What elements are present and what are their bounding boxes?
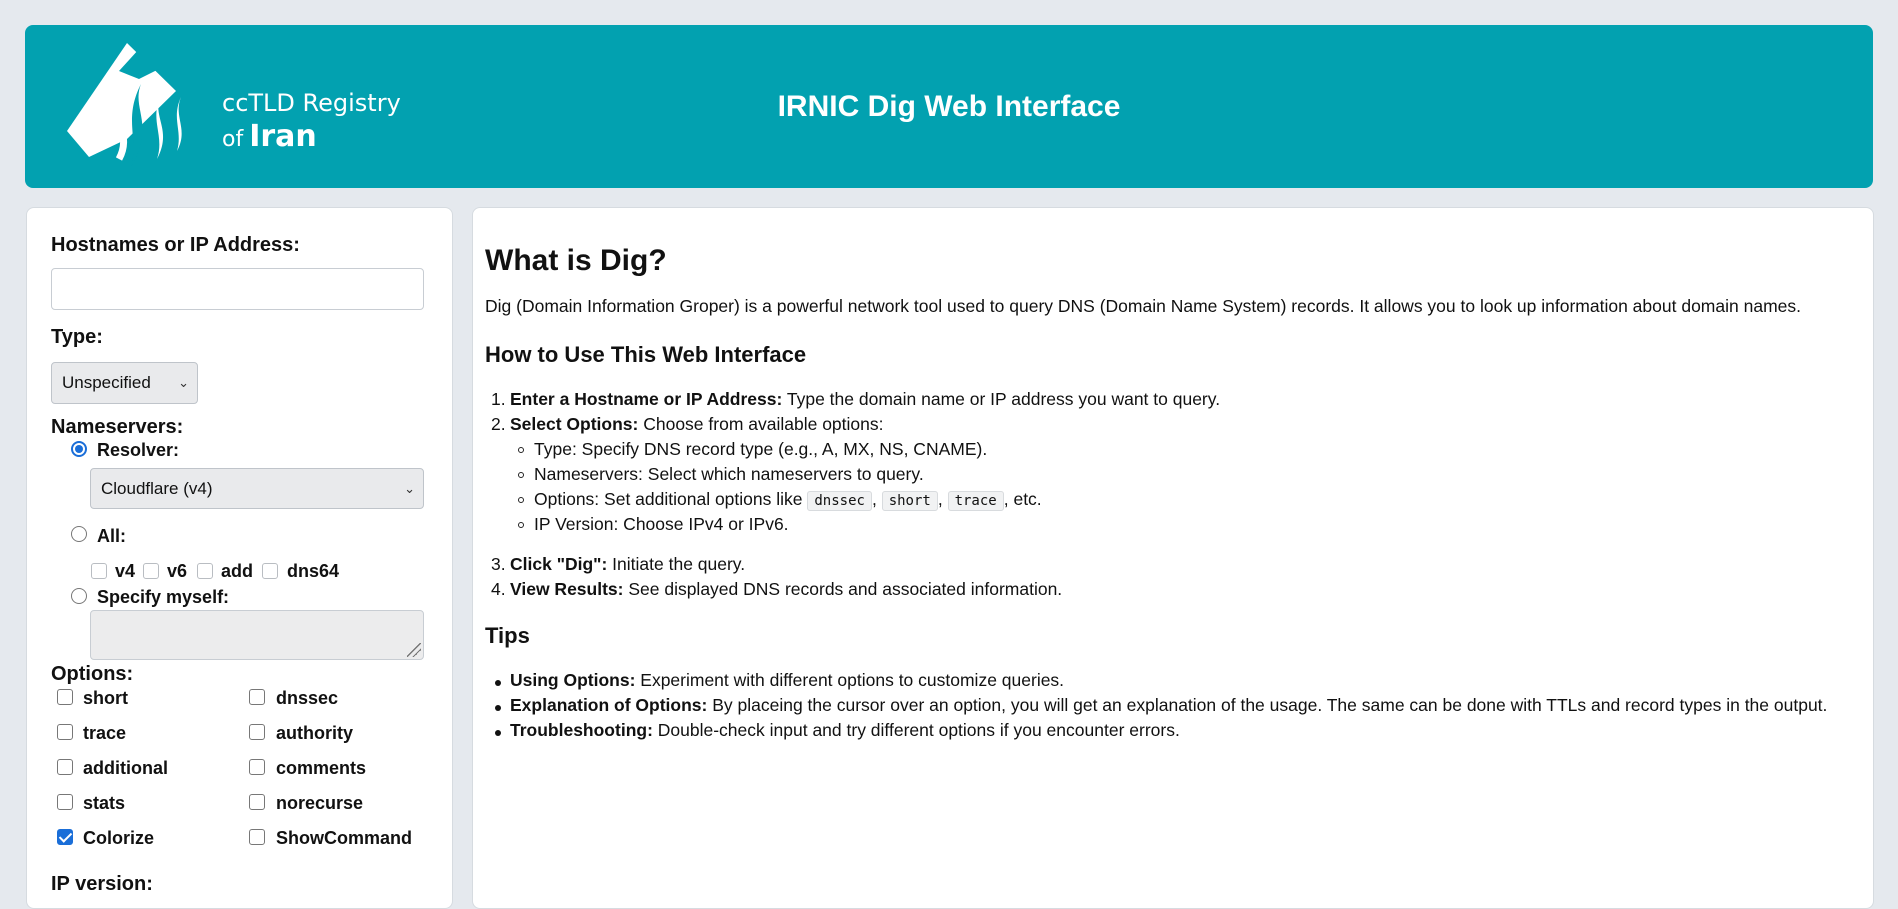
tip-text: Double-check input and try different options if you encounter errors. bbox=[652, 720, 1180, 740]
option-colorize-label: Colorize bbox=[83, 828, 155, 848]
step-title: Click "Dig": bbox=[510, 554, 608, 574]
code-dnssec: dnssec bbox=[807, 491, 872, 511]
option-authority-label: authority bbox=[276, 723, 354, 743]
sub-item-options-text: Options: Set additional options like bbox=[534, 489, 808, 509]
howto-heading: How to Use This Web Interface bbox=[485, 342, 807, 367]
tips-heading: Tips bbox=[485, 623, 530, 648]
option-additional-label: additional bbox=[83, 758, 168, 778]
sub-item-options bbox=[534, 489, 1042, 510]
sub-item-ipversion: IP Version: Choose IPv4 or IPv6. bbox=[534, 514, 789, 534]
all-label: All: bbox=[97, 526, 126, 546]
sub-item-nameservers: Nameservers: Select which nameservers to query. bbox=[534, 464, 924, 484]
bullet-icon bbox=[518, 522, 524, 528]
all-v6-checkbox[interactable] bbox=[143, 563, 159, 579]
option-showcommand-label: ShowCommand bbox=[276, 828, 413, 848]
bullet-icon bbox=[495, 705, 501, 711]
options-label: Options: bbox=[51, 663, 134, 685]
tip-text: By placeing the cursor over an option, you will get an explanation of the usage. The same can be done with TTLs and record types in the output. bbox=[707, 695, 1828, 715]
tip-item bbox=[510, 670, 1064, 691]
resolver-select-value: Cloudflare (v4) bbox=[101, 478, 213, 498]
step-number: 4. bbox=[491, 579, 506, 599]
option-dnssec-checkbox[interactable] bbox=[249, 689, 265, 705]
step-text: Type the domain name or IP address you want to query. bbox=[782, 389, 1221, 409]
intro-paragraph: Dig (Domain Information Groper) is a powerful network tool used to query DNS (Domain Name System) records. It allows you to look up information about domain names. bbox=[485, 296, 1801, 316]
tip-item bbox=[510, 695, 1827, 716]
option-stats-label: stats bbox=[83, 793, 126, 813]
tip-title: Troubleshooting: bbox=[510, 720, 653, 740]
hostname-label: Hostnames or IP Address: bbox=[51, 234, 300, 256]
step-item bbox=[510, 579, 1062, 600]
option-showcommand-checkbox[interactable] bbox=[249, 829, 265, 845]
bullet-icon bbox=[495, 680, 501, 686]
specify-label: Specify myself: bbox=[97, 587, 230, 607]
all-add-label: add bbox=[221, 561, 254, 581]
option-comments-checkbox[interactable] bbox=[249, 759, 265, 775]
all-v4-checkbox[interactable] bbox=[91, 563, 107, 579]
chevron-down-icon: ⌄ bbox=[178, 375, 189, 390]
type-select-value: Unspecified bbox=[62, 373, 151, 392]
sub-item-type: Type: Specify DNS record type (e.g., A, MX, NS, CNAME). bbox=[534, 439, 988, 459]
option-norecurse-checkbox[interactable] bbox=[249, 794, 265, 810]
resolver-select[interactable] bbox=[90, 468, 424, 509]
specify-nameservers-textarea[interactable] bbox=[90, 610, 424, 660]
dig-form-panel bbox=[26, 207, 453, 909]
option-colorize-checkbox[interactable] bbox=[57, 829, 73, 845]
step-text: Initiate the query. bbox=[607, 554, 746, 574]
option-norecurse-label: norecurse bbox=[276, 793, 364, 813]
step-item bbox=[510, 554, 745, 575]
step-title: Enter a Hostname or IP Address: bbox=[510, 389, 783, 409]
step-number: 2. bbox=[491, 414, 506, 434]
option-trace-checkbox[interactable] bbox=[57, 724, 73, 740]
all-v4-label: v4 bbox=[115, 561, 136, 581]
tip-text: Experiment with different options to customize queries. bbox=[635, 670, 1065, 690]
sub-item-options-suffix: , etc. bbox=[1003, 489, 1042, 509]
resolver-label: Resolver: bbox=[97, 440, 180, 460]
option-comments-label: comments bbox=[276, 758, 367, 778]
type-select[interactable] bbox=[51, 362, 198, 404]
code-short: short bbox=[882, 491, 938, 511]
what-is-dig-heading: What is Dig? bbox=[485, 244, 667, 277]
option-authority-checkbox[interactable] bbox=[249, 724, 265, 740]
chevron-down-icon: ⌄ bbox=[404, 480, 415, 496]
step-text: See displayed DNS records and associated information. bbox=[623, 579, 1063, 599]
info-panel bbox=[472, 207, 1874, 909]
tip-item bbox=[510, 720, 1180, 741]
all-dns64-checkbox[interactable] bbox=[262, 563, 278, 579]
separator: , bbox=[871, 489, 882, 509]
option-dnssec-label: dnssec bbox=[276, 688, 339, 708]
option-stats-checkbox[interactable] bbox=[57, 794, 73, 810]
all-radio[interactable] bbox=[71, 526, 87, 542]
type-label: Type: bbox=[51, 326, 103, 348]
step-title: View Results: bbox=[510, 579, 624, 599]
tip-title: Explanation of Options: bbox=[510, 695, 708, 715]
nameservers-label: Nameservers: bbox=[51, 416, 184, 438]
tip-title: Using Options: bbox=[510, 670, 636, 690]
step-text: Choose from available options: bbox=[638, 414, 884, 434]
all-add-checkbox[interactable] bbox=[197, 563, 213, 579]
logo-text-of: of bbox=[222, 127, 244, 152]
all-dns64-label: dns64 bbox=[287, 561, 340, 581]
option-short-label: short bbox=[83, 688, 128, 708]
option-additional-checkbox[interactable] bbox=[57, 759, 73, 775]
resize-grip-icon[interactable] bbox=[407, 643, 421, 657]
resolver-radio[interactable] bbox=[71, 441, 87, 457]
separator: , bbox=[937, 489, 948, 509]
page-title: IRNIC Dig Web Interface bbox=[777, 90, 1121, 123]
step-title: Select Options: bbox=[510, 414, 639, 434]
logo-text-iran-word: Iran bbox=[249, 119, 317, 154]
step-item bbox=[510, 389, 1220, 410]
logo-text-cctld: ccTLD Registry bbox=[222, 89, 401, 117]
step-item bbox=[510, 414, 884, 435]
specify-radio[interactable] bbox=[71, 588, 87, 604]
bullet-icon bbox=[518, 497, 524, 503]
option-trace-label: trace bbox=[83, 723, 127, 743]
all-v6-label: v6 bbox=[167, 561, 188, 581]
site-header bbox=[25, 25, 1873, 188]
bullet-icon bbox=[495, 730, 501, 736]
code-trace: trace bbox=[948, 491, 1004, 511]
ip-version-label: IP version: bbox=[51, 873, 153, 895]
bullet-icon bbox=[518, 447, 524, 453]
step-number: 1. bbox=[491, 389, 506, 409]
step-number: 3. bbox=[491, 554, 506, 574]
bullet-icon bbox=[518, 472, 524, 478]
hostname-input[interactable] bbox=[51, 268, 424, 310]
option-short-checkbox[interactable] bbox=[57, 689, 73, 705]
